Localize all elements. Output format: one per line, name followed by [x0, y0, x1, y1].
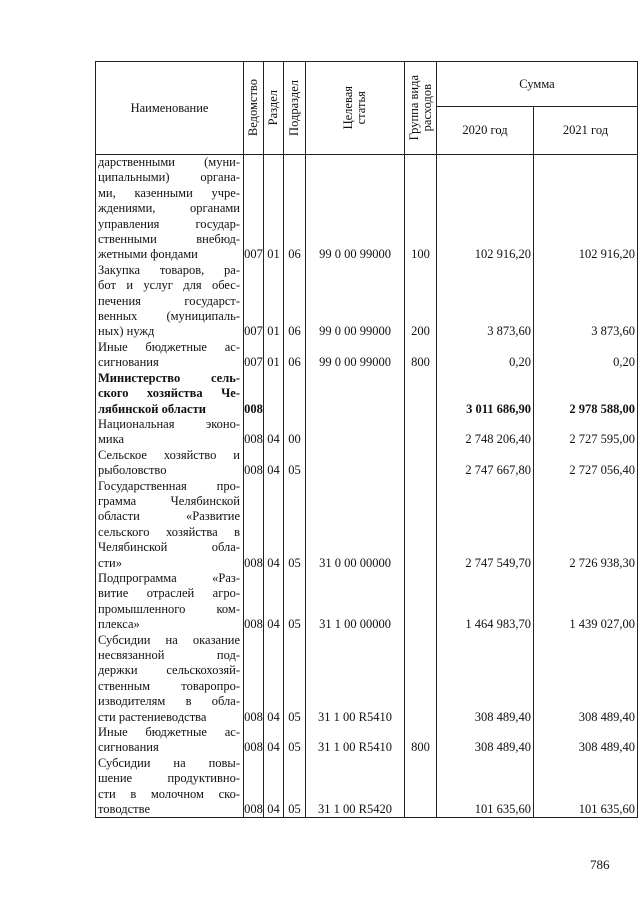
table-row — [96, 417, 638, 448]
row-name — [96, 263, 244, 340]
row-sum-2020: 2 747 549,70 — [437, 479, 534, 571]
row-razdel: 04 — [264, 633, 284, 725]
row-gruppa: 800 — [405, 340, 437, 371]
row-razdel: 04 — [264, 725, 284, 756]
row-sum-2020: 308 489,40 — [437, 633, 534, 725]
row-name — [96, 340, 244, 371]
row-name-line: Сельское хозяйство и — [98, 447, 240, 462]
row-name-line: Субсидии на оказание — [98, 632, 240, 647]
row-gruppa — [405, 571, 437, 633]
row-razdel: 04 — [264, 417, 284, 448]
row-name-line: сельского хозяйства в — [98, 524, 240, 539]
row-sum-2021: 2 978 588,00 — [534, 371, 638, 417]
row-name-line: ми, казенными учре- — [98, 185, 240, 200]
row-sum-2020: 308 489,40 — [437, 725, 534, 756]
row-sum-2020: 1 464 983,70 — [437, 571, 534, 633]
row-name-line: изводителям в обла- — [98, 694, 240, 709]
row-vedomstvo: 007 — [244, 340, 264, 371]
row-celevaya-statya: 31 0 00 00000 — [306, 479, 405, 571]
row-celevaya-statya — [306, 448, 405, 479]
row-gruppa — [405, 448, 437, 479]
row-name-line: плекса» — [98, 617, 140, 632]
row-celevaya-statya: 99 0 00 99000 — [306, 155, 405, 263]
row-vedomstvo: 008 — [244, 571, 264, 633]
table-row — [96, 448, 638, 479]
row-vedomstvo: 008 — [244, 417, 264, 448]
row-name-line: Иные бюджетные ас- — [98, 725, 240, 740]
row-gruppa: 800 — [405, 725, 437, 756]
row-vedomstvo: 008 — [244, 448, 264, 479]
header-name: Наименование — [96, 62, 244, 155]
row-name-line: Субсидии на повы- — [98, 755, 240, 770]
row-name-line: бот и услуг для обес- — [98, 278, 240, 293]
row-sum-2021: 101 635,60 — [534, 756, 638, 818]
row-podrazdel: 05 — [284, 725, 306, 756]
row-podrazdel: 05 — [284, 479, 306, 571]
row-celevaya-statya: 31 1 00 R5410 — [306, 725, 405, 756]
row-podrazdel — [284, 371, 306, 417]
row-name-line: Государственная про- — [98, 478, 240, 493]
row-podrazdel: 06 — [284, 155, 306, 263]
table-row — [96, 371, 638, 417]
row-name-line: шение продуктивно- — [98, 771, 240, 786]
row-name — [96, 155, 244, 263]
table-row — [96, 340, 638, 371]
row-sum-2020: 2 747 667,80 — [437, 448, 534, 479]
table-row — [96, 263, 638, 340]
row-name-line: грамма Челябинской — [98, 493, 240, 508]
row-name-line: ского хозяйства Че- — [98, 386, 240, 401]
header-podrazdel: Подраздел — [284, 62, 306, 155]
row-vedomstvo: 007 — [244, 263, 264, 340]
row-gruppa — [405, 371, 437, 417]
row-sum-2021: 102 916,20 — [534, 155, 638, 263]
row-name-line: ственным товаропро- — [98, 678, 240, 693]
row-name-line: ных) нужд — [98, 324, 155, 339]
row-sum-2021: 1 439 027,00 — [534, 571, 638, 633]
row-name — [96, 633, 244, 725]
row-podrazdel: 00 — [284, 417, 306, 448]
row-name-line: рыболовство — [98, 463, 167, 478]
row-name — [96, 371, 244, 417]
row-name-line: управления государ- — [98, 216, 240, 231]
row-name-line: лябинской области — [98, 401, 206, 416]
row-razdel: 04 — [264, 571, 284, 633]
row-name-line: Министерство сель- — [98, 370, 240, 385]
row-vedomstvo: 008 — [244, 756, 264, 818]
row-razdel: 01 — [264, 263, 284, 340]
row-name-line: витие отраслей агро- — [98, 586, 240, 601]
row-sum-2020: 101 635,60 — [437, 756, 534, 818]
row-name-line: ственными внебюд- — [98, 232, 240, 247]
row-name-line: области «Развитие — [98, 509, 240, 524]
header-celevaya-statya: Целевая статья — [306, 62, 405, 155]
row-sum-2020: 0,20 — [437, 340, 534, 371]
row-sum-2020: 3 873,60 — [437, 263, 534, 340]
row-razdel: 04 — [264, 479, 284, 571]
row-name-line: товодстве — [98, 802, 151, 817]
row-vedomstvo: 007 — [244, 155, 264, 263]
row-gruppa — [405, 479, 437, 571]
row-name-line: Закупка товаров, ра- — [98, 262, 240, 277]
row-razdel: 01 — [264, 155, 284, 263]
row-sum-2021: 0,20 — [534, 340, 638, 371]
row-sum-2021: 308 489,40 — [534, 725, 638, 756]
row-name — [96, 725, 244, 756]
row-name-line: печения государст- — [98, 293, 240, 308]
row-sum-2020: 3 011 686,90 — [437, 371, 534, 417]
table-row — [96, 571, 638, 633]
row-name-line: несвязанной под- — [98, 648, 240, 662]
row-name-line: сти растениеводства — [98, 709, 207, 724]
row-name-line: дарственными (муни- — [98, 155, 240, 169]
row-podrazdel: 05 — [284, 633, 306, 725]
table-row — [96, 633, 638, 725]
row-sum-2021: 2 727 595,00 — [534, 417, 638, 448]
row-name-line: промышленного ком- — [98, 601, 240, 616]
header-year-2021: 2021 год — [534, 107, 638, 155]
row-razdel — [264, 371, 284, 417]
row-razdel: 04 — [264, 448, 284, 479]
header-vedomstvo: Ведомство — [244, 62, 264, 155]
row-vedomstvo: 008 — [244, 725, 264, 756]
row-gruppa — [405, 633, 437, 725]
row-name-line: сти» — [98, 555, 122, 570]
row-name-line: ципальными) органа- — [98, 170, 240, 185]
header-gruppa-vida-rashodov: Группа вида расходов — [405, 62, 437, 155]
row-razdel: 01 — [264, 340, 284, 371]
table-row — [96, 155, 638, 263]
header-year-2020: 2020 год — [437, 107, 534, 155]
row-celevaya-statya: 31 1 00 R5420 — [306, 756, 405, 818]
budget-table-page — [95, 61, 637, 872]
row-sum-2021: 3 873,60 — [534, 263, 638, 340]
row-vedomstvo: 008 — [244, 479, 264, 571]
row-podrazdel: 06 — [284, 263, 306, 340]
row-name-line: Челябинской обла- — [98, 540, 240, 555]
header-summa: Сумма — [437, 62, 638, 107]
row-name-line: мика — [98, 432, 125, 447]
row-name — [96, 571, 244, 633]
page-number: 786 — [590, 857, 610, 872]
row-name-line: Национальная эконо- — [98, 416, 240, 431]
row-gruppa — [405, 417, 437, 448]
row-vedomstvo: 008 — [244, 633, 264, 725]
row-name-line: сти в молочном ско- — [98, 786, 240, 801]
row-celevaya-statya — [306, 371, 405, 417]
row-sum-2020: 2 748 206,40 — [437, 417, 534, 448]
row-name-line: сигнования — [98, 740, 159, 755]
row-razdel: 04 — [264, 756, 284, 818]
row-name — [96, 479, 244, 571]
row-sum-2021: 2 726 938,30 — [534, 479, 638, 571]
row-name — [96, 448, 244, 479]
row-name-line: Подпрограмма «Раз- — [98, 570, 240, 585]
table-row — [96, 756, 638, 818]
row-gruppa — [405, 756, 437, 818]
row-podrazdel: 05 — [284, 448, 306, 479]
row-celevaya-statya: 99 0 00 99000 — [306, 340, 405, 371]
row-name-line: венных (муниципаль- — [98, 309, 240, 324]
row-name-line: жетными фондами — [98, 247, 198, 262]
row-name-line: сигнования — [98, 355, 159, 370]
row-gruppa: 200 — [405, 263, 437, 340]
row-name-line: Иные бюджетные ас- — [98, 339, 240, 354]
row-celevaya-statya — [306, 417, 405, 448]
row-gruppa: 100 — [405, 155, 437, 263]
row-podrazdel: 06 — [284, 340, 306, 371]
row-podrazdel: 05 — [284, 756, 306, 818]
row-name — [96, 756, 244, 818]
row-sum-2021: 308 489,40 — [534, 633, 638, 725]
table-row — [96, 725, 638, 756]
row-podrazdel: 05 — [284, 571, 306, 633]
budget-table — [95, 61, 638, 818]
row-name-line: держки сельскохозяй- — [98, 663, 240, 678]
row-sum-2020: 102 916,20 — [437, 155, 534, 263]
row-name-line: ждениями, органами — [98, 201, 240, 216]
row-name — [96, 417, 244, 448]
row-celevaya-statya: 99 0 00 99000 — [306, 263, 405, 340]
row-sum-2021: 2 727 056,40 — [534, 448, 638, 479]
table-row — [96, 479, 638, 571]
row-celevaya-statya: 31 1 00 00000 — [306, 571, 405, 633]
row-vedomstvo: 008 — [244, 371, 264, 417]
header-razdel: Раздел — [264, 62, 284, 155]
row-celevaya-statya: 31 1 00 R5410 — [306, 633, 405, 725]
